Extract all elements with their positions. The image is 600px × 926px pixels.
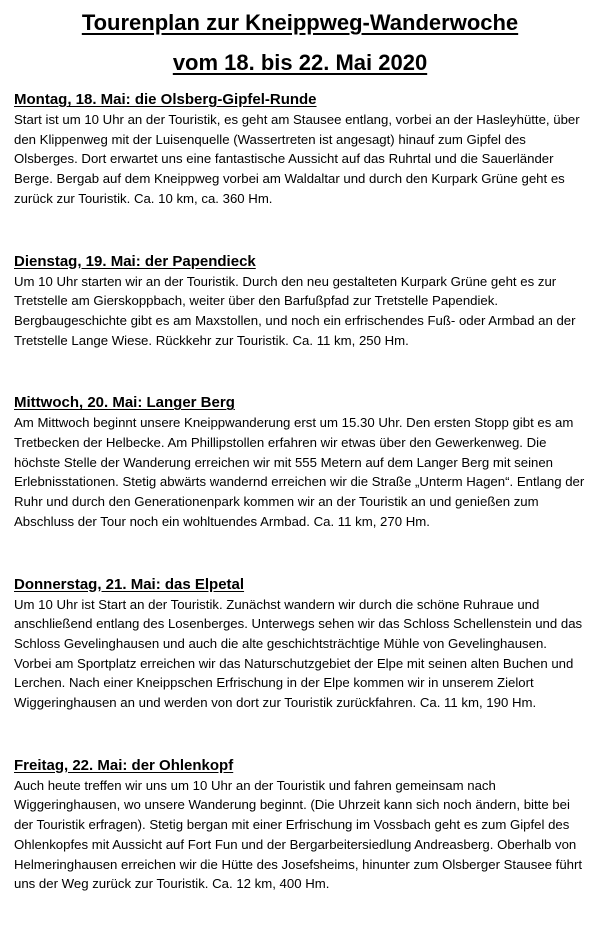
day-heading: Montag, 18. Mai: die Olsberg-Gipfel-Runde bbox=[14, 91, 317, 108]
title-line-1: Tourenplan zur Kneippweg-Wanderwoche bbox=[81, 10, 519, 35]
day-description: Start ist um 10 Uhr an der Touristik, es geht am Stausee entlang, vorbei an der Hasleyhütte, über den Klippenweg mit der Luisenquelle (Wassertreten ist angesagt) hinauf zum Gipfel des Olsberges. Dort erwartet uns eine fantastische Aussicht auf das Ruhrtal und die Sauerländer Berge. Bergab auf dem Kneippweg vorbei am Waldaltar und durch den Kurpark Grüne geht es zurück zur Touristik. Ca. 10 km, ca. 360 Hm. bbox=[14, 112, 580, 206]
day-wednesday bbox=[14, 393, 586, 531]
day-description: Um 10 Uhr ist Start an der Touristik. Zunächst wandern wir durch die schöne Ruhraue und anschließend entlang des Losenberges. Unterwegs sehen wir das Schloss Schellenstein und das Schloss Gevelinghausen und auch die alte geschichtsträchtige Mühle von Gevelinghausen. Vorbei am Sportplatz erreichen wir das Naturschutzgebiet der Elpe mit seinen alten Buchen und Lerchen. Nach einer Kneippschen Erfrischung in der Elpe kommen wir in unserem Zielort Wiggeringhausen an und werden von dort zur Touristik zurückfahren. Ca. 11 km, 190 Hm. bbox=[14, 596, 583, 711]
section-spacer bbox=[14, 209, 586, 252]
day-description: Am Mittwoch beginnt unsere Kneippwanderung erst um 15.30 Uhr. Den ersten Stopp gibt es am Tretbecken der Helbecke. Am Phillipstollen erfahren wir etwas über den Gewerkenweg. Die höchste Stelle der Wanderung erreichen wir mit 555 Metern auf dem Langer Berg mit seinen Erlebnisstationen. Stetig abwärts wandernd erreichen wir die Straße „Unterm Hagen“. Entlang der Ruhr und durch den Generationenpark kommen wir an der Touristik an und genießen zum Abschluss der Tour noch ein wohltuendes Armbad. Ca. 11 km, 270 Hm. bbox=[14, 415, 585, 529]
section-spacer bbox=[14, 713, 586, 756]
day-description: Um 10 Uhr starten wir an der Touristik. Durch den neu gestalteten Kurpark Grüne geht es zur Tretstelle am Gierskoppbach, weiter über den Barfußpfad zur Tretstelle Papendiek. Bergbaugeschichte gibt es am Maxstollen, und noch ein erfrischendes Fuß- oder Armbad an der Tretstelle Lange Wiese. Rückkehr zur Touristik. Ca. 11 km, 250 Hm. bbox=[14, 273, 576, 348]
day-monday bbox=[14, 90, 586, 209]
section-spacer bbox=[14, 532, 586, 575]
document-subtitle bbox=[14, 46, 586, 80]
section-spacer bbox=[14, 350, 586, 393]
day-friday bbox=[14, 756, 586, 894]
day-heading: Donnerstag, 21. Mai: das Elpetal bbox=[14, 575, 245, 593]
day-heading: Mittwoch, 20. Mai: Langer Berg bbox=[14, 394, 235, 412]
day-thursday bbox=[14, 575, 586, 713]
title-line-2: vom 18. bis 22. Mai 2020 bbox=[172, 50, 428, 75]
day-description: Auch heute treffen wir uns um 10 Uhr an der Touristik und fahren gemeinsam nach Wiggeringhausen, wo unsere Wanderung beginnt. (Die Uhrzeit kann sich noch ändern, bitte bei der Touristik erfragen). Stetig bergan mit einer Erfrischung im Vossbach geht es zum Gipfel des Ohlenkopfes mit Aussicht auf Fort Fun und der Bergarbeitersiedlung Andreasberg. Oberhalb von Helmeringhausen erreichen wir die Hütte des Josefsheims, hinunter zum Olsberger Stausee führt uns der Weg zurück zur Touristik. Ca. 12 km, 400 Hm. bbox=[14, 777, 583, 892]
day-tuesday bbox=[14, 252, 586, 351]
day-heading: Dienstag, 19. Mai: der Papendieck bbox=[14, 252, 256, 270]
day-heading: Freitag, 22. Mai: der Ohlenkopf bbox=[14, 756, 234, 774]
document-title bbox=[14, 6, 586, 40]
